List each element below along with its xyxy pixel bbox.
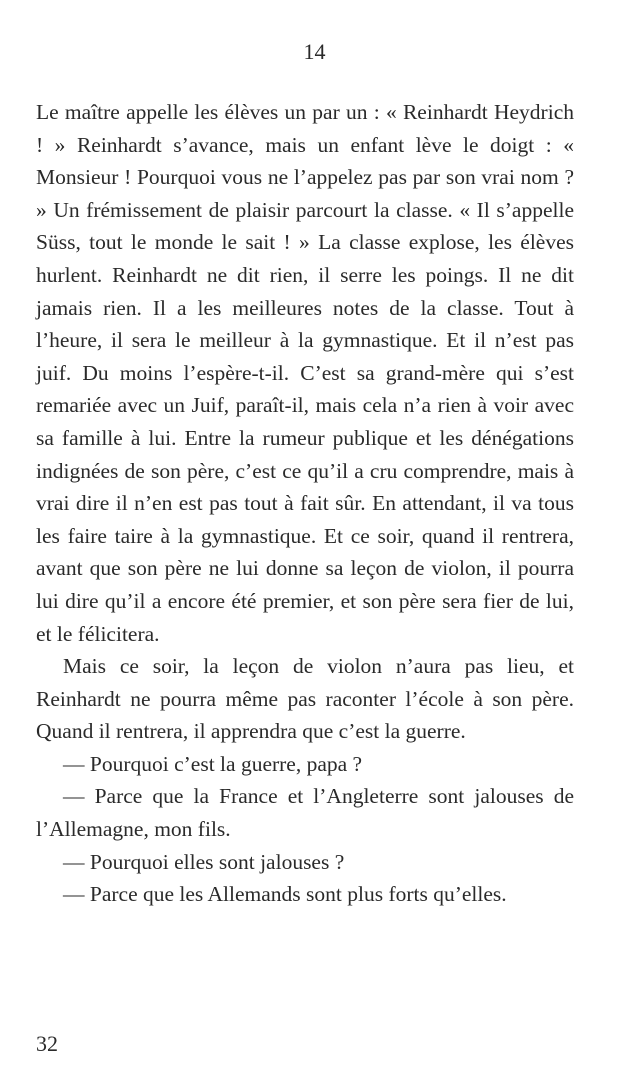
dialogue-line: — Pourquoi c’est la guerre, papa ? (63, 751, 363, 776)
dialogue-line: — Parce que les Allemands sont plus forts qu’elles. (63, 882, 507, 907)
text-body (36, 96, 574, 911)
dialogue-line: — Pourquoi elles sont jalouses ? (63, 849, 345, 874)
paragraph: Le maître appelle les élèves un par un : « Reinhardt Heydrich ! » Reinhardt s’avance, mais un enfant lève le doigt : « Monsieur ! Pourquoi vous ne l’appelez pas par son vrai nom ? » Un frémissement de plaisir parcourt la classe. « Il s’appelle Süss, tout le monde le sait ! » La classe explose, les élèves hurlent. Reinhardt ne dit rien, il serre les poings. Il ne dit jamais rien. Il a les meilleures notes de la classe. Tout à l’heure, il sera le meilleur à la gymnastique. Et il n’est pas juif. Du moins l’espère-t-il. C’est sa grand-mère qui s’est remariée avec un Juif, paraît-il, mais cela n’a rien à voir avec sa famille à lui. Entre la rumeur publique et les dénégations indignées de son père, c’est ce qu’il a cru comprendre, mais à vrai dire il n’en est pas tout à fait sûr. En attendant, il va tous les faire taire à la gymnastique. Et ce soir, quand il rentrera, avant que son père ne lui donne sa leçon de violon, il pourra lui dire qu’il a encore été premier, et son père sera fier de lui, et le félicitera. (36, 100, 574, 646)
paragraph: Mais ce soir, la leçon de violon n’aura pas lieu, et Reinhardt ne pourra même pas raconter l’école à son père. Quand il rentrera, il apprendra que c’est la guerre. (36, 654, 574, 744)
page-number: 32 (36, 1031, 58, 1056)
chapter-number: 14 (303, 39, 326, 64)
dialogue-line: — Parce que la France et l’Angleterre sont jalouses de l’Allemagne, mon fils. (36, 784, 574, 842)
